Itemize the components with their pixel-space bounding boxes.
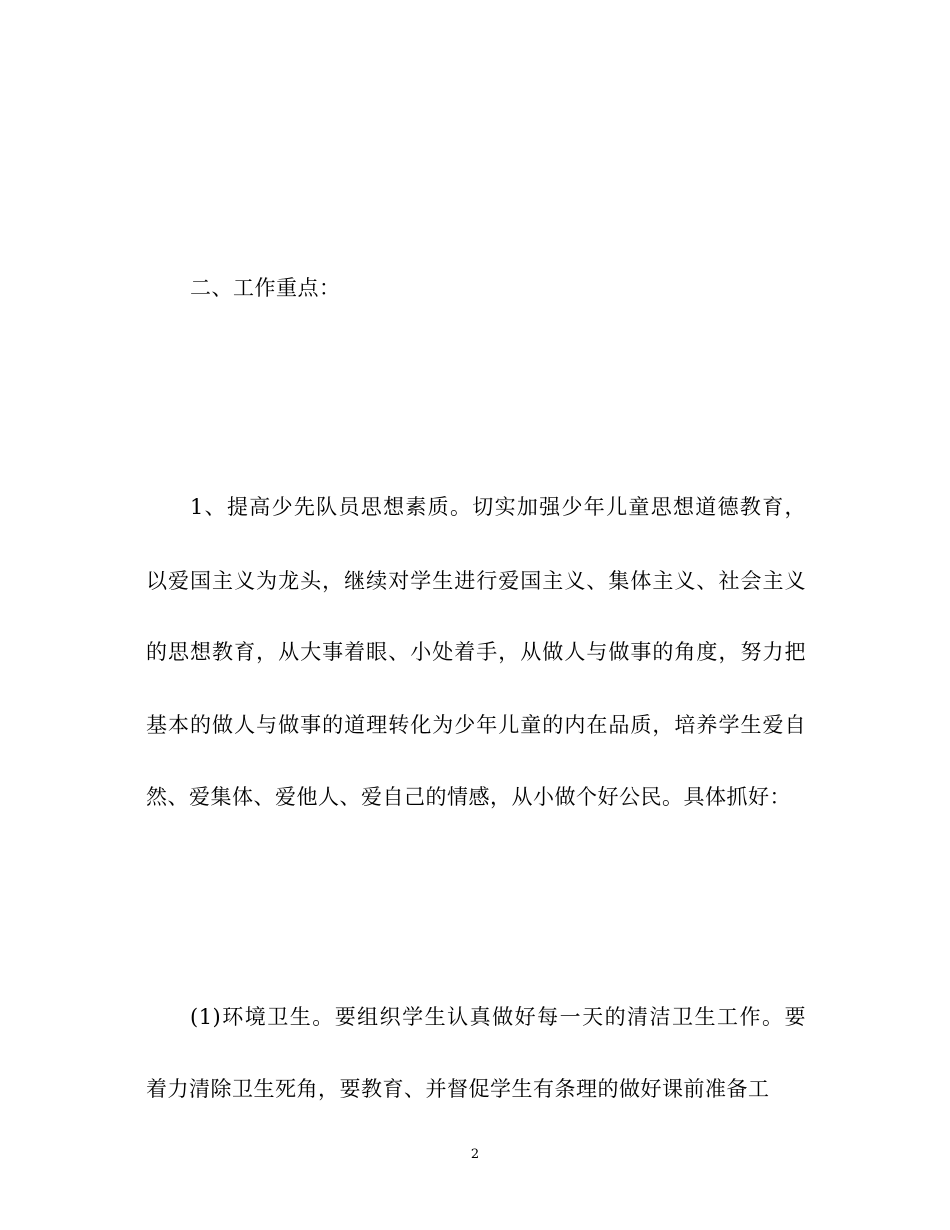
- paragraph-1-line-2: 以爱国主义为龙头，继续对学生进行爱国主义、集体主义、社会主义: [146, 569, 806, 593]
- paragraph-1-line-3: 的思想教育，从大事着眼、小处着手，从做人与做事的角度，努力把: [146, 640, 806, 664]
- paragraph-1-line-5: 然、爱集体、爱他人、爱自己的情感，从小做个好公民。具体抓好：: [146, 785, 791, 809]
- paragraph-2-line-2: 着力清除卫生死角，要教育、并督促学生有条理的做好课前准备工: [146, 1077, 770, 1101]
- paragraph-1-line-4: 基本的做人与做事的道理转化为少年儿童的内在品质，培养学生爱自: [146, 713, 806, 737]
- paragraph-2-line-1: (1)环境卫生。要组织学生认真做好每一天的清洁卫生工作。要: [190, 1005, 806, 1029]
- paragraph-1-line-1: 1、提高少先队员思想素质。切实加强少年儿童思想道德教育，: [190, 495, 806, 519]
- page-number: 2: [470, 1147, 480, 1162]
- section-heading: 二、工作重点：: [190, 276, 341, 300]
